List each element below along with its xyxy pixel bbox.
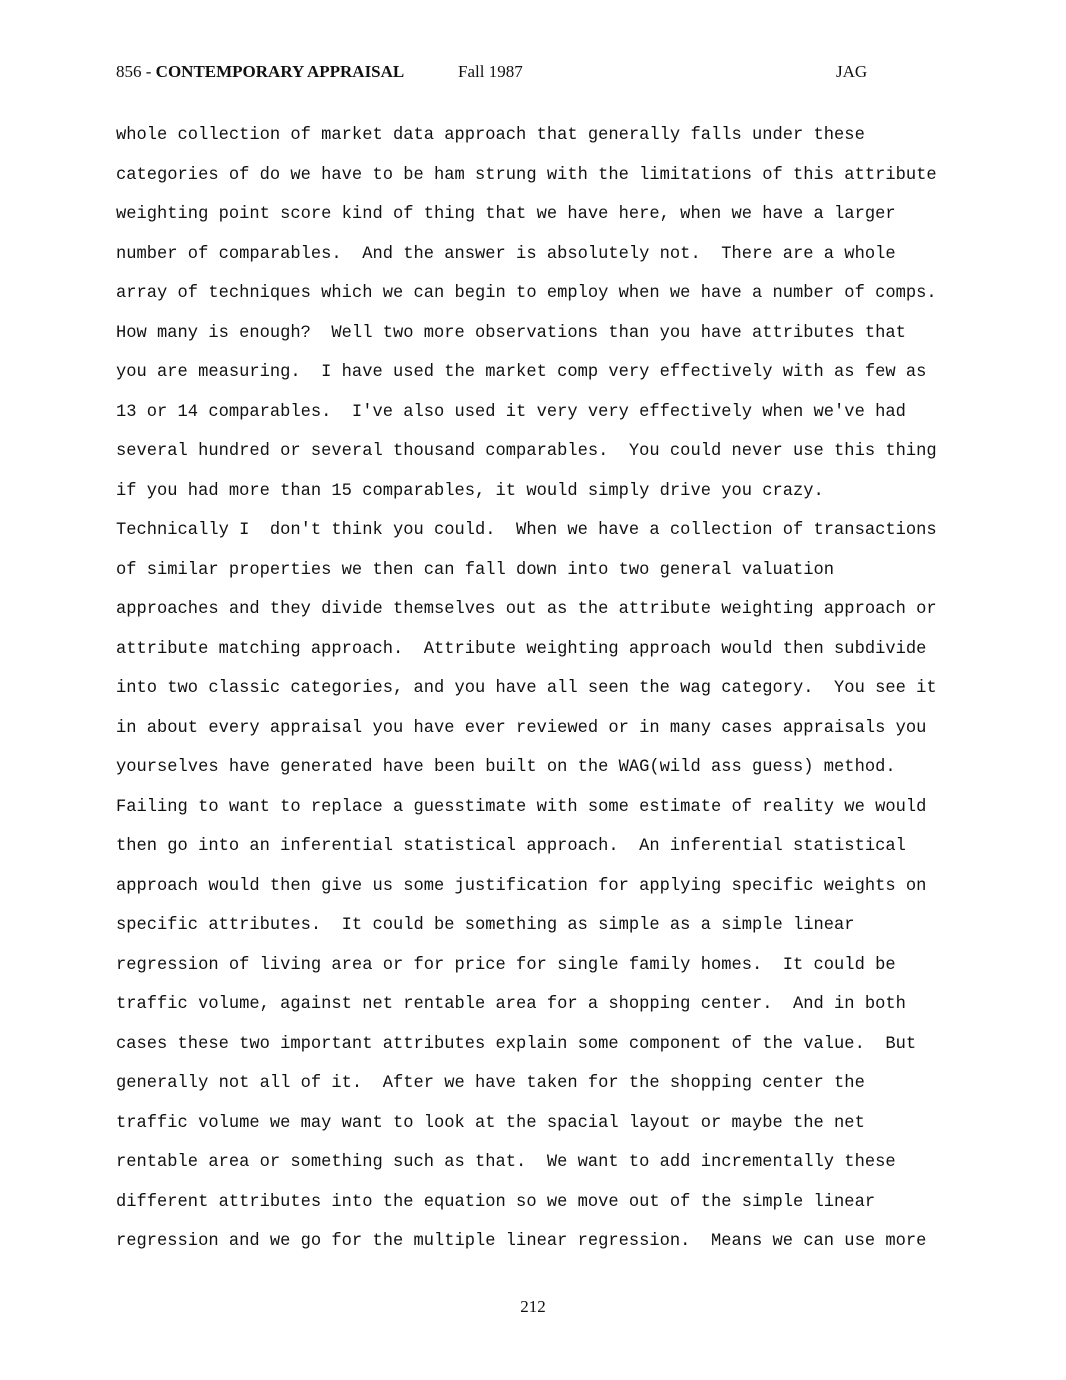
transcript-line: specific attributes. It could be something as simple as a simple linear (116, 916, 855, 935)
transcript-body (116, 124, 976, 1270)
transcript-line: into two classic categories, and you have all seen the wag category. You see it (116, 679, 937, 698)
transcript-line: in about every appraisal you have ever reviewed or in many cases appraisals you (116, 718, 927, 738)
author-initials: JAG (836, 62, 868, 81)
transcript-line: categories of do we have to be ham strung with the limitations of this attribute (116, 165, 937, 185)
semester: Fall 1987 (458, 62, 523, 81)
transcript-line: generally not all of it. After we have taken for the shopping center the (116, 1074, 865, 1093)
transcript-line: rentable area or something such as that. We want to add incrementally these (116, 1153, 896, 1172)
transcript-line: whole collection of market data approach that generally falls under these (116, 126, 865, 145)
course-number: 856 - (116, 62, 156, 81)
transcript-line: if you had more than 15 comparables, it would simply drive you crazy. (116, 481, 824, 501)
transcript-line: Technically I don't think you could. When we have a collection of transactions (116, 521, 937, 540)
page-header (116, 62, 876, 86)
transcript-line: weighting point score kind of thing that we have here, when we have a larger (116, 205, 896, 224)
transcript-line: array of techniques which we can begin to employ when we have a number of comps. (116, 284, 937, 303)
transcript-line: then go into an inferential statistical approach. An inferential statistical (116, 837, 906, 856)
transcript-line: attribute matching approach. Attribute weighting approach would then subdivide (116, 639, 927, 659)
course-heading (116, 62, 404, 82)
transcript-line: regression and we go for the multiple linear regression. Means we can use more (116, 1232, 927, 1251)
transcript-line: approaches and they divide themselves out as the attribute weighting approach or (116, 600, 937, 619)
transcript-line: yourselves have generated have been built on the WAG(wild ass guess) method. (116, 758, 896, 777)
transcript-line: several hundred or several thousand comparables. You could never use this thing (116, 442, 937, 461)
transcript-line: approach would then give us some justification for applying specific weights on (116, 876, 927, 896)
transcript-line: Failing to want to replace a guesstimate with some estimate of reality we would (116, 797, 927, 817)
transcript-line: you are measuring. I have used the market comp very effectively with as few as (116, 363, 927, 382)
transcript-line: regression of living area or for price for single family homes. It could be (116, 955, 896, 975)
transcript-line: How many is enough? Well two more observations than you have attributes that (116, 323, 906, 343)
transcript-line: traffic volume we may want to look at the spacial layout or maybe the net (116, 1113, 865, 1133)
transcript-line: cases these two important attributes explain some component of the value. But (116, 1034, 917, 1054)
transcript-line: different attributes into the equation so we move out of the simple linear (116, 1192, 876, 1212)
transcript-line: traffic volume, against net rentable area for a shopping center. And in both (116, 995, 906, 1014)
course-title: CONTEMPORARY APPRAISAL (155, 62, 405, 81)
transcript-line: of similar properties we then can fall down into two general valuation (116, 560, 835, 580)
transcript-line: number of comparables. And the answer is absolutely not. There are a whole (116, 244, 896, 264)
page-number: 212 (520, 1297, 546, 1316)
transcript-line: 13 or 14 comparables. I've also used it very very effectively when we've had (116, 402, 906, 422)
